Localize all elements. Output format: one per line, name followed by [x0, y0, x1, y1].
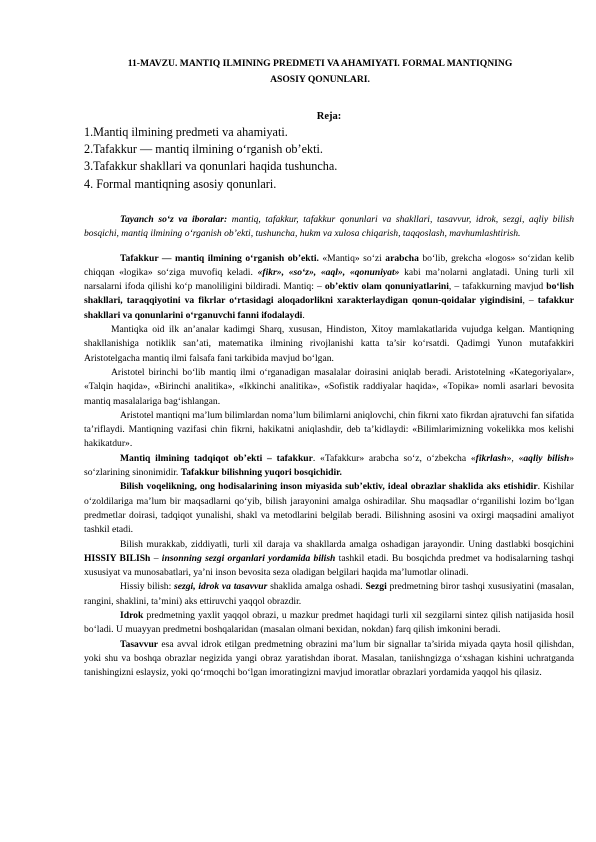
p8-text-c: shaklida amalga oshadi.: [267, 581, 366, 593]
plan-item-4: 4. Formal mantiqning asosiy qonunlari.: [84, 176, 277, 191]
document-body: [84, 213, 574, 681]
paragraph-9: [84, 609, 574, 638]
keywords-paragraph: [84, 213, 574, 242]
paragraph-5: [84, 452, 574, 481]
p6-text-b: . Kishilar o‘zoldilariga ma’lum bir maqsadlarni qo‘yib, bilish jarayonini amalga oshiradilar. Shu maqsadlar o‘rganilishi lozim bo‘lgan predmetlar doirasi, tadqiqot yunalishi, shakl va metodlarini belgilab beradi. Bilishning asosini va oxirgi maqsadini amaliyot tashkil etadi.: [84, 481, 574, 536]
p1-bold-arabcha: arabcha: [385, 252, 419, 264]
p5-text-f: » so‘zlarining sinonimidir.: [84, 452, 574, 479]
p1-heading: Tafakkur — mantiq ilmining o‘rganish ob’ekti.: [120, 252, 319, 264]
paragraph-7: [84, 538, 574, 581]
p1-text-j: , –: [522, 295, 538, 307]
p9-bold-idrok: Idrok: [120, 610, 144, 622]
p5-bold-g: Tafakkur bilishning yuqori bosqichidir.: [180, 467, 342, 479]
p10-bold-tasavvur: Tasavvur: [120, 638, 159, 650]
plan-item-2: 2.Tafakkur — mantiq ilmining o‘rganish ob’ekti.: [84, 142, 323, 157]
p7-text-e: tashkil etadi. Bu bosqichda predmet va hodisalarning tashqi xususiyat va munosabatlari, ya’ni inson bevosita seza oladigan belgilari haqida ma’lumotlar olinadi.: [84, 552, 574, 579]
p1-bold-italic-terms: «fikr», «so‘z», «aql», «qonuniyat»: [257, 266, 400, 278]
p5-term-aqliy-bilish: aqliy bilish: [523, 452, 570, 464]
paragraph-10: [84, 638, 574, 681]
p8-text-e: predmetning biror tashqi xususiyatini (masalan, rangini, shaklini, ta’mini) aks ettiruvchi yaqqol obrazdir.: [84, 581, 574, 607]
topic-title-line-1: 11-MAVZU. MANTIQ ILMINING PREDMETI VA AHAMIYATI. FORMAL MANTIQNING: [127, 58, 513, 69]
topic-title-line-2: ASOSIY QONUNLARI.: [270, 74, 370, 85]
plan-item-1: 1.Mantiq ilmining predmeti va ahamiyati.: [84, 125, 288, 139]
keywords-text: mantiq, tafakkur, tafakkur qonunlari va shakllari, tasavvur, idrok, sezgi, aqliy bilish bosqichi, mantiq ilmining o‘rganish ob’ekti, tushuncha, hukm va xulosa chiqarish, taqqoslash, mavhumlashtirish.: [84, 214, 574, 240]
p1-bold-g: ob’ektiv olam qonuniyatlarini: [324, 281, 449, 293]
p1-bold-k: tafakkur shakllari va qonunlarini o‘rganuvchi fanni ifodalaydi: [84, 295, 574, 321]
topic-title: [85, 56, 555, 88]
p6-definition: Bilish voqelikning, ong hodisalarining inson miyasida sub’ektiv, ideal obrazlar shaklida aks etishidir: [120, 481, 538, 493]
paragraph-2: Mantiqka oid ilk an’analar kadimgi Sharq, xususan, Hindiston, Xitoy mamlakatlarida vujudga kelgan. Mantiqning shakllanishiga notiklik san’ati, matematika ilmining rivojlanishi katta ta’sir ko‘rsatdi. Qadimgi Yunon mutafakkiri Aristotelgacha mantiq ilmi falsafa fani tarkibida mavjud bo‘lgan.: [84, 324, 574, 364]
p7-text-c: –: [150, 552, 162, 564]
p1-bold-i: bo‘lish shakllari, taraqqiyotini va fikrlar o‘rtasidagi aloqadorlikni xarakterlaydigan qonun-qoidalar yigindisini: [84, 281, 575, 307]
p8-bold-sezgi: Sezgi: [365, 581, 387, 593]
p9-text-b: predmetning yaxlit yaqqol obrazi, u mazkur predmet haqidagi turli xil sezgilarni sintez qilish natijasida hosil bo‘ladi. U muayyan predmetni boshqalaridan (masalan olmani bexidan, nokdan) farq qilish imkonini beradi.: [84, 610, 574, 636]
plan-list: [84, 124, 337, 193]
paragraph-8: [84, 580, 574, 609]
p1-text-d: bo‘lib, grekcha «logos» so‘zidan kelib chiqqan «logika» so‘ziga muvofiq keladi.: [84, 252, 574, 278]
paragraph-6: [84, 480, 574, 537]
p10-text-b: esa avval idrok etilgan predmetning obrazini ma’lum bir signallar ta’sirida miyada qayta hosil qilishdan, yoki shu va boshqa obrazlar negizida yangi obraz yaratishdan iborat. Masalan, taniishngizga o‘xshagan kishini uchratganda tanishingizni eslaysiz, yoki qo‘rmoqchi bo‘lgan imoratingizni mavjud imoratlar obrazlari yordamida yaqqol his qilasiz.: [84, 638, 574, 679]
paragraph-4: Aristotel mantiqni ma’lum bilimlardan noma’lum bilimlarni aniqlovchi, chin fikrni xato fikrdan ajratuvchi fan sifatida ta’riflaydi. Mantiqning vazifasi chin fikrni, hakikatni aniqlashdir, deb ta’kidlaydi: «Bilimlarimizning vokelikka mos kelishi hakikatdur».: [84, 409, 574, 450]
p7-bold-italic-d: insonning sezgi organlari yordamida bilish: [161, 552, 336, 564]
p5-text-d: », «: [506, 452, 524, 464]
plan-heading: Reja:: [316, 111, 342, 122]
p7-bold-hissiy: HISSIY BILISh: [84, 552, 151, 564]
p1-text-f: kabi ma’nolarni anglatadi. Uning turli xil narsalarni ifoda qilishi ko‘p manoliligini bildiradi. Mantiq: –: [84, 266, 574, 293]
p5-heading: Mantiq ilmining tadqiqot ob’ekti – tafakkur: [120, 452, 313, 464]
p5-text-b: . «Tafakkur» arabcha so‘z, o‘zbekcha «: [312, 452, 476, 464]
p1-text-h: , – tafakkurning mavjud: [448, 281, 547, 293]
p5-term-fikrlash: fikrlash: [475, 452, 507, 464]
plan-item-3: 3.Tafakkur shakllari va qonunlari haqida tushuncha.: [84, 159, 338, 174]
p7-text-a: Bilish murakkab, ziddiyatli, turli xil daraja va shakllarda amalga oshadigan jarayondir. Uning dastlabki bosqichini: [120, 538, 574, 550]
paragraph-1: [84, 252, 574, 323]
p1-text-l: .: [302, 309, 305, 321]
keywords-label: Tayanch so‘z va iboralar:: [120, 214, 228, 225]
p1-text-b: «Mantiq» so‘zi: [318, 252, 386, 264]
paragraph-3: Aristotel birinchi bo‘lib mantiq ilmi o‘rganadigan masalalar doirasini aniqlab beradi. Aristotelning «Kategoriyalar», «Talqin haqida», «Birinchi analitika», «Ikkinchi analitika», «Sofistik raddiyalar haqida», «Topika» nomli asarlari bevosita mantiq masalalariga bag‘ishlangan.: [84, 366, 574, 407]
p8-text-a: Hissiy bilish:: [120, 581, 175, 593]
p8-bold-italic-b: sezgi, idrok va tasavvur: [174, 581, 268, 593]
